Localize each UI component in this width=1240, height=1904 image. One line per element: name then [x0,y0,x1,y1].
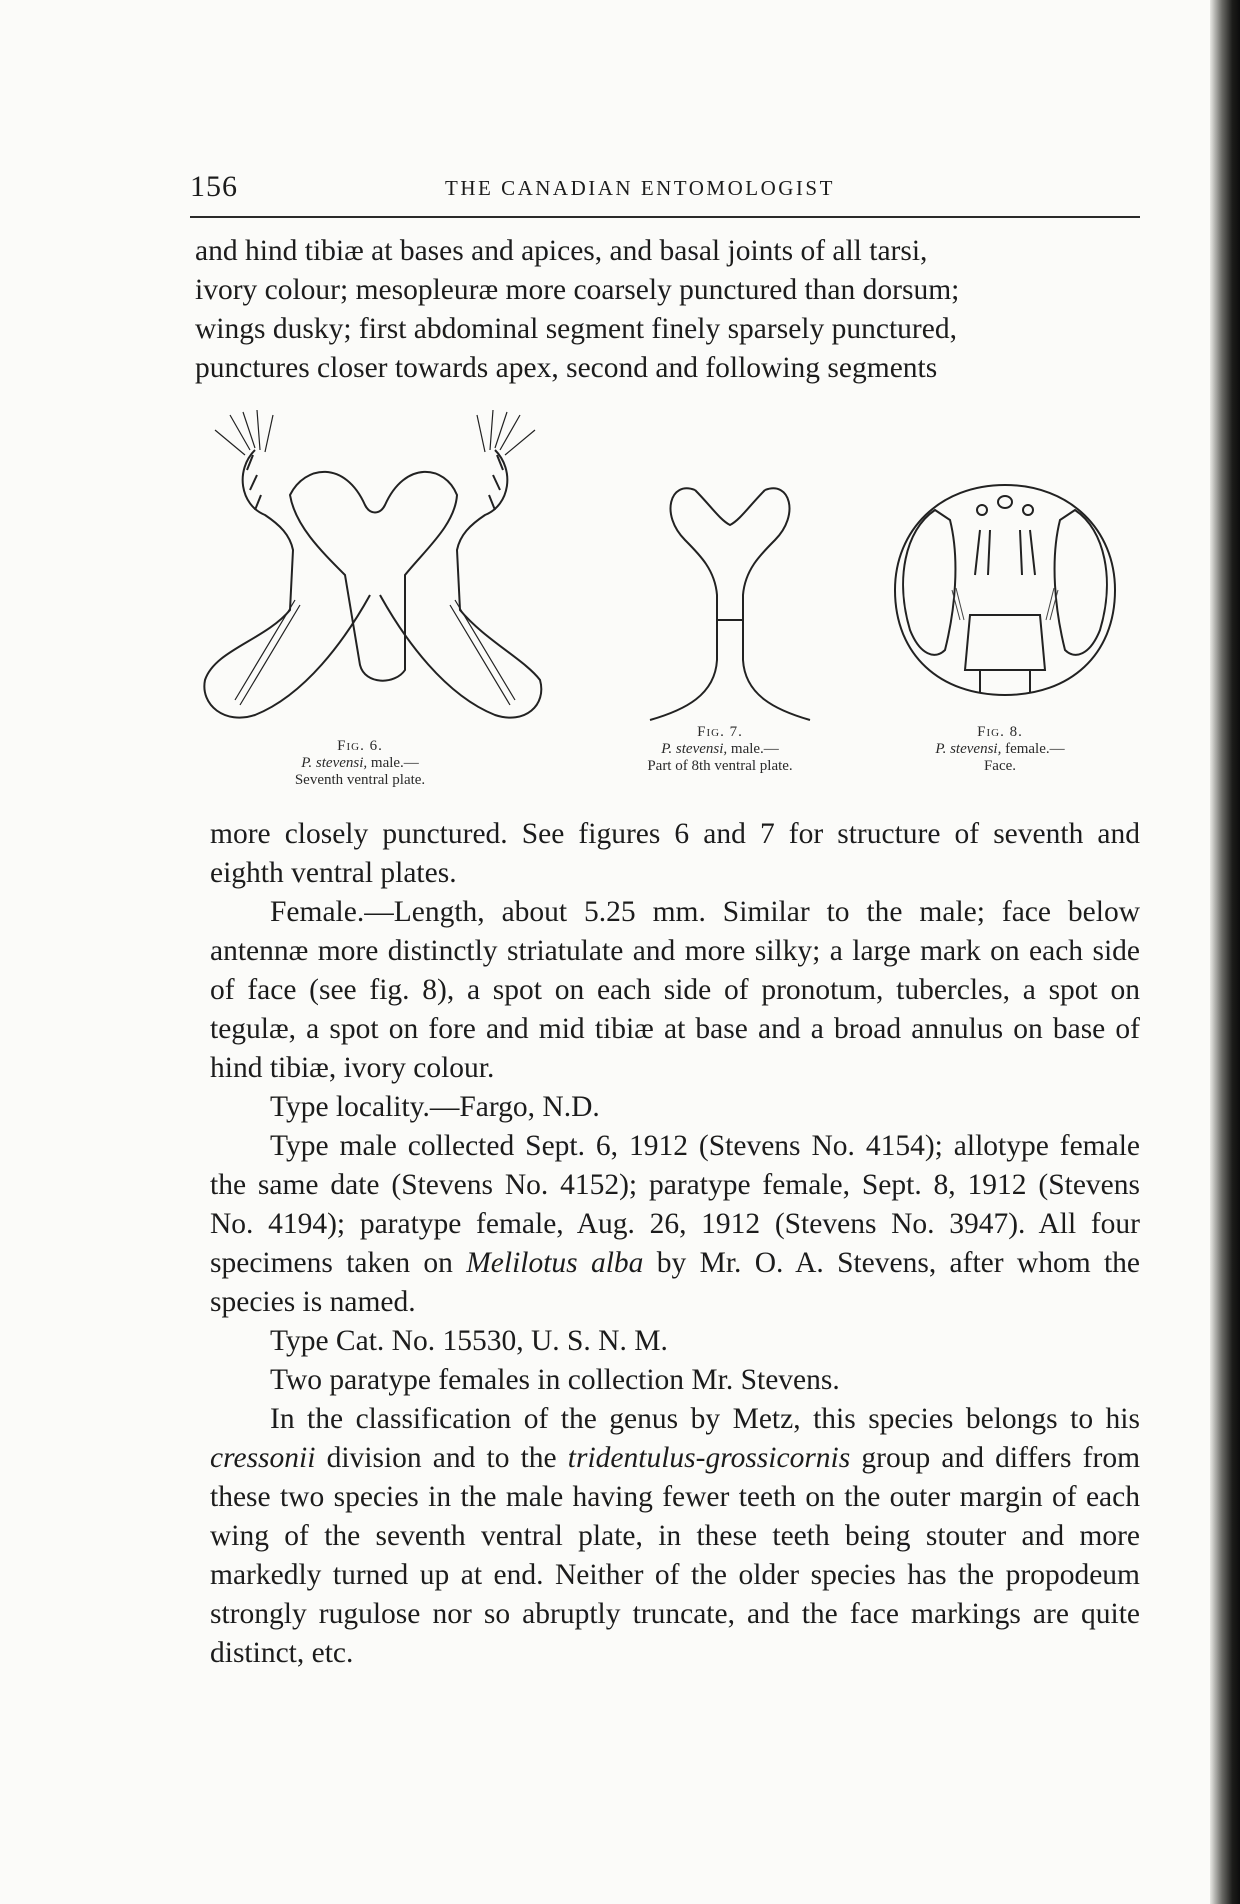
seventh-ventral-plate-drawing [195,410,555,740]
face-drawing [880,470,1130,710]
paragraph: Type Cat. No. 15530, U. S. N. M. [270,1325,668,1357]
caption-description: Face. [983,758,1017,774]
header-rule [190,216,1140,218]
text-span: division and to the [326,1442,557,1474]
figure-8-caption [880,724,1120,775]
text-block-bottom [210,815,1140,1673]
figure-label: Fig. 8. [977,724,1023,740]
paragraph: more closely punctured. See figures 6 and 7 for structure of seventh and eighth ventral plates. [210,818,1140,889]
text-line: and hind tibiæ at bases and apices, and basal joints of all tarsi, [195,235,928,267]
paragraph: Female.—Length, about 5.25 mm. Similar to the male; face below antennæ more distinctly striatulate and more silky; a large mark on each side of face (see fig. 8), a spot on each side of pronotum, tubercles, a spot on tegulæ, a spot on fore and mid tibiæ at base and a broad annulus on base of hind tibiæ, ivory colour. [210,896,1140,1084]
text-span: by Mr. O. A. Stevens, after whom the species is named. [210,1247,1140,1318]
paragraph: Two paratype females in collection Mr. Stevens. [270,1364,840,1396]
text-line: punctures closer towards apex, second and following segments [195,352,938,384]
figure-6-caption [240,738,480,789]
paragraph [210,1127,1140,1322]
species-name: P. stevensi, [935,741,1002,757]
page-number: 156 [190,170,238,203]
sex-label: male.— [370,755,419,771]
text-line: ivory colour; mesopleuræ more coarsely punctured than dorsum; [195,274,960,306]
figure-label: Fig. 7. [697,724,743,740]
caption-description: Seventh ventral plate. [294,772,426,788]
sex-label: female.— [1005,741,1065,757]
figure-label: Fig. 6. [337,738,383,754]
sex-label: male.— [730,741,779,757]
text-span: In the classification of the genus by Metz, this species belongs to his [270,1403,1140,1435]
text-span: Type male collected Sept. 6, 1912 (Stevens No. 4154); allotype female the same date (Stevens No. 4152); paratype female, Sept. 8, 1912 (Stevens No. 4194); paratype female, Aug. 26, 1912 (Stevens No. 3947). All four specimens taken on [210,1130,1140,1279]
species-name: P. stevensi, [661,741,728,757]
journal-title: THE CANADIAN ENTOMOLOGIST [445,176,835,200]
eighth-ventral-plate-drawing [635,470,825,730]
text-line: wings dusky; first abdominal segment finely sparsely punctured, [195,313,957,345]
division-italic: cressonii [210,1442,316,1474]
paragraph: Type locality.—Fargo, N.D. [270,1091,600,1123]
group-italic: tridentulus-grossicornis [567,1442,851,1474]
paragraph [210,1400,1140,1673]
page-edge-shadow [1210,0,1240,1904]
species-name: P. stevensi, [301,755,368,771]
text-block-top [195,232,1130,388]
caption-description: Part of 8th ventral plate. [647,758,793,774]
running-head [190,170,1140,210]
text-span: group and differs from these two species in the male having fewer teeth on the outer margin of each wing of the seventh ventral plate, in these teeth being stouter and more markedly turned up at end. Neither of the older species has the propodeum strongly rugulose nor so abruptly truncate, and the face markings are quite distinct, etc. [210,1442,1141,1669]
figure-7-caption [570,724,870,775]
species-italic: Melilotus alba [466,1247,644,1279]
